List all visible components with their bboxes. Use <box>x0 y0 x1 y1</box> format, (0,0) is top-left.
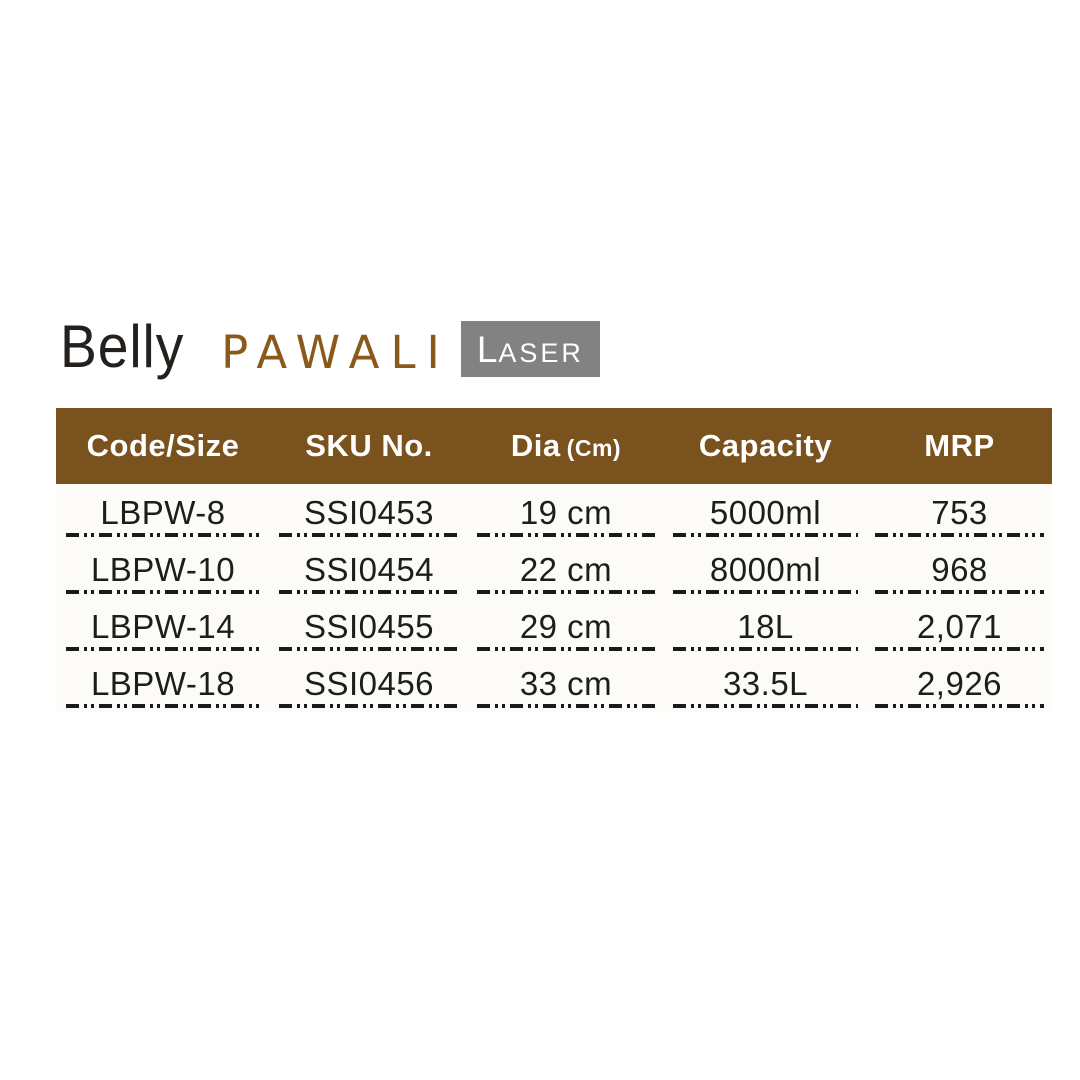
cell-dia-value: 22 cm <box>519 551 613 588</box>
cell-sku-value: SSI0456 <box>303 665 435 702</box>
cell-mrp-value: 2,071 <box>916 608 1003 645</box>
cell-sku <box>270 484 468 541</box>
cell-code <box>56 541 270 598</box>
table-row <box>56 598 1052 655</box>
cell-sku <box>270 598 468 655</box>
cell-dia-value: 19 cm <box>519 494 613 531</box>
laser-badge-initial: L <box>476 329 499 370</box>
cell-mrp-value: 2,926 <box>916 665 1003 702</box>
product-spec-table <box>56 408 1052 712</box>
dashed-underline <box>477 533 655 537</box>
column-header-dia <box>468 428 664 464</box>
dashed-underline <box>477 647 655 651</box>
cell-mrp-value: 968 <box>931 551 988 588</box>
cell-code <box>56 655 270 712</box>
dashed-underline <box>66 647 261 651</box>
dashed-underline <box>875 704 1043 708</box>
cell-capacity <box>664 598 867 655</box>
cell-sku-value: SSI0454 <box>303 551 435 588</box>
cell-code-value: LBPW-10 <box>90 551 236 588</box>
product-name: PAWALI <box>221 326 451 379</box>
cell-code-value: LBPW-14 <box>90 608 236 645</box>
brand-header <box>60 303 600 380</box>
dashed-underline <box>66 590 261 594</box>
cell-mrp <box>867 598 1052 655</box>
cell-capacity-value: 33.5L <box>722 665 809 702</box>
column-header-dia-unit: (Cm) <box>566 435 622 461</box>
cell-dia <box>468 598 664 655</box>
column-header-sku: SKU No. <box>305 428 433 463</box>
dashed-underline <box>673 590 858 594</box>
cell-dia <box>468 655 664 712</box>
cell-code-value: LBPW-18 <box>90 665 236 702</box>
column-header-capacity: Capacity <box>698 428 833 463</box>
cell-capacity-value: 5000ml <box>709 494 822 531</box>
cell-capacity <box>664 541 867 598</box>
laser-badge-rest: ASER <box>498 338 584 368</box>
cell-sku-value: SSI0453 <box>303 494 435 531</box>
cell-dia-value: 29 cm <box>519 608 613 645</box>
cell-sku-value: SSI0455 <box>303 608 435 645</box>
cell-capacity <box>664 484 867 541</box>
cell-code <box>56 484 270 541</box>
cell-code-value: LBPW-8 <box>100 494 226 531</box>
dashed-underline <box>66 704 261 708</box>
table-row <box>56 484 1052 541</box>
dashed-underline <box>279 704 459 708</box>
column-header-mrp: MRP <box>924 428 995 463</box>
cell-capacity-value: 18L <box>737 608 794 645</box>
column-header-code-size: Code/Size <box>86 428 240 463</box>
dashed-underline <box>673 704 858 708</box>
table-body <box>56 484 1052 712</box>
dashed-underline <box>477 590 655 594</box>
dashed-underline <box>875 590 1043 594</box>
brand-name: Belly <box>60 313 185 380</box>
cell-mrp <box>867 655 1052 712</box>
table-header-row <box>56 408 1052 484</box>
cell-dia-value: 33 cm <box>519 665 613 702</box>
column-header-dia-label: Dia <box>510 428 561 463</box>
cell-capacity <box>664 655 867 712</box>
cell-dia <box>468 541 664 598</box>
cell-sku <box>270 541 468 598</box>
cell-dia <box>468 484 664 541</box>
dashed-underline <box>673 647 858 651</box>
dashed-underline <box>66 533 261 537</box>
cell-sku <box>270 655 468 712</box>
dashed-underline <box>279 647 459 651</box>
cell-code <box>56 598 270 655</box>
dashed-underline <box>875 647 1043 651</box>
laser-badge <box>461 321 600 377</box>
cell-mrp <box>867 484 1052 541</box>
dashed-underline <box>279 590 459 594</box>
dashed-underline <box>477 704 655 708</box>
dashed-underline <box>673 533 858 537</box>
dashed-underline <box>279 533 459 537</box>
table-row <box>56 655 1052 712</box>
dashed-underline <box>875 533 1043 537</box>
cell-mrp-value: 753 <box>931 494 988 531</box>
cell-mrp <box>867 541 1052 598</box>
cell-capacity-value: 8000ml <box>709 551 822 588</box>
table-row <box>56 541 1052 598</box>
